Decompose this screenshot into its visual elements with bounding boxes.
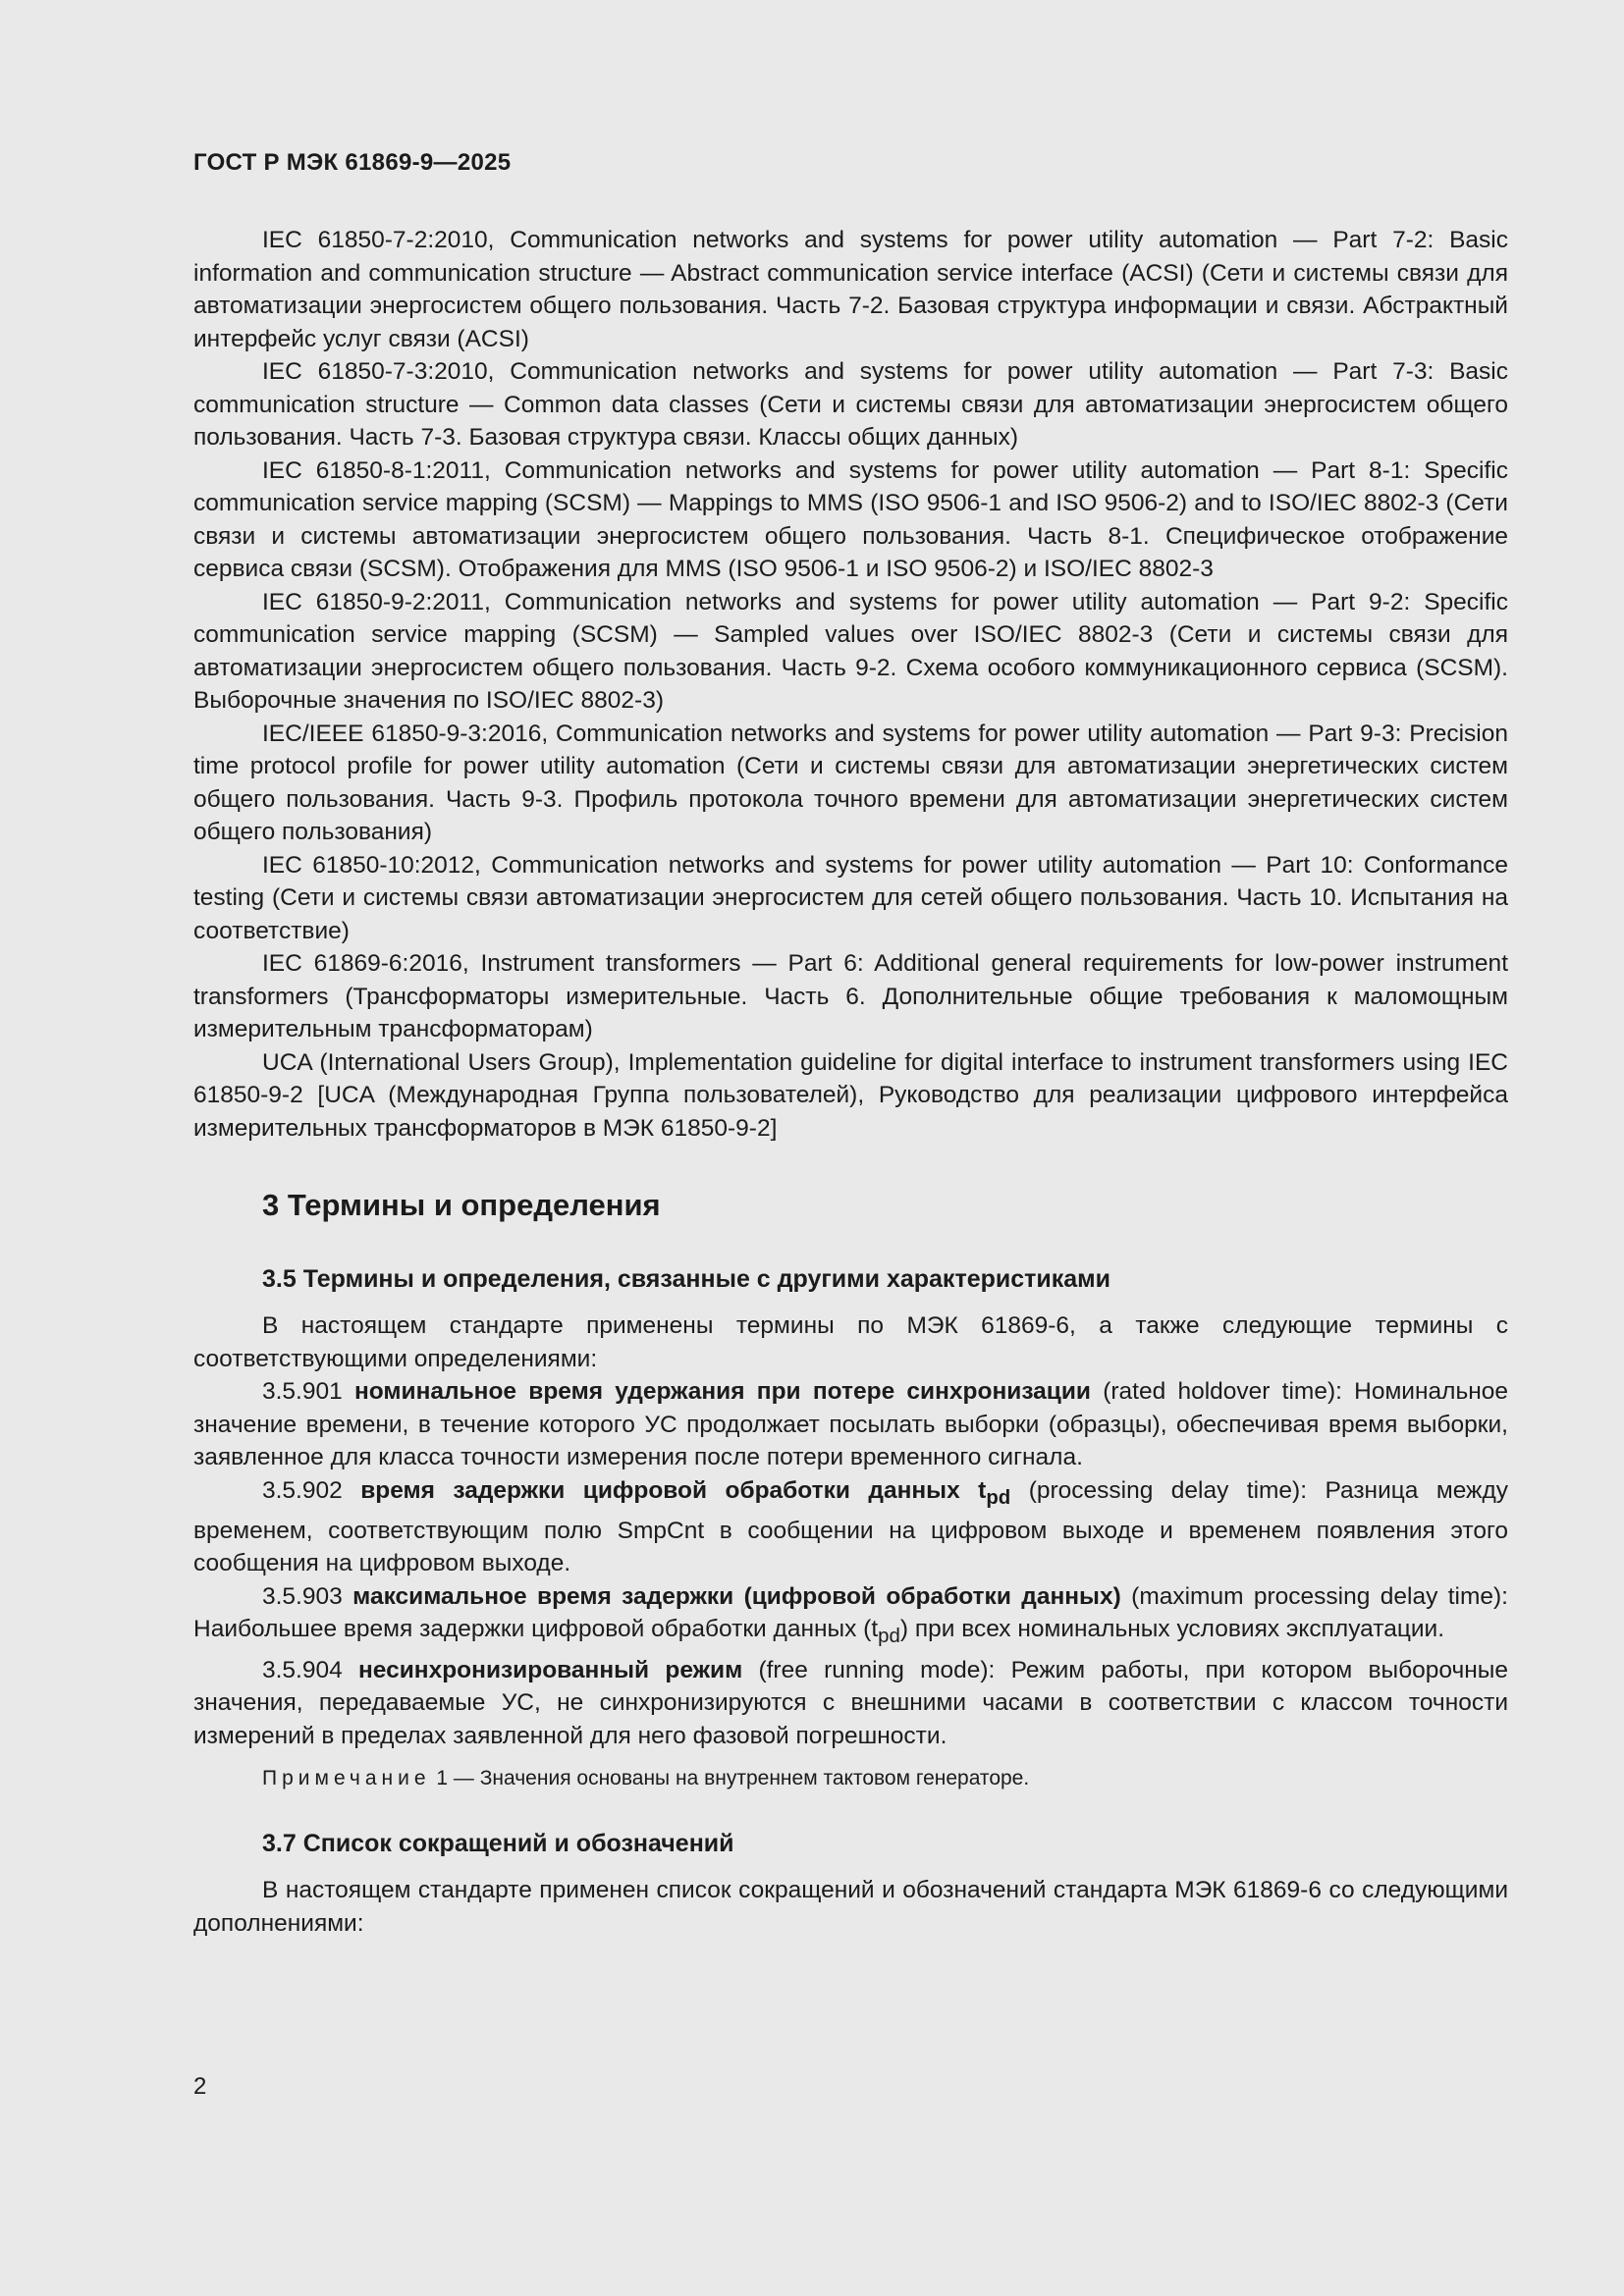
note <box>262 1764 1508 1793</box>
definition-term: максимальное время задержки (цифровой обработки данных) <box>352 1582 1121 1610</box>
subsection-title-3-7: 3.7 Список сокращений и обозначений <box>262 1830 734 1858</box>
definition-item <box>193 1654 1508 1753</box>
definition-term: номинальное время удержания при потере синхронизации <box>353 1378 1091 1405</box>
subscript: pd <box>878 1626 900 1648</box>
reference-item: UCA (International Users Group), Implementation guideline for digital interface to instrument transformers using IEC 61850-9-2 [UCA (Международная Группа пользователей), Руководство для реализации цифрового интерфейса измерительных трансформаторов в МЭК 61850-9-2] <box>193 1048 1508 1142</box>
note-label: Примечание <box>262 1767 431 1790</box>
section-title: 3 Термины и определения <box>262 1188 661 1222</box>
reference-item: IEC/IEEE 61850-9-3:2016, Communication networks and systems for power utility automation — Part 9-3: Precision time protocol profile for power utility automation (Сети и системы связи для автоматизации энергетических систем общего пользования. Часть 9-3. Профиль протокола точного времени для автоматизации энергетических систем общего пользования) <box>193 720 1508 845</box>
reference-item: IEC 61850-10:2012, Communication networks and systems for power utility automation — Part 10: Conformance testing (Сети и системы связи автоматизации энергосистем для сетей общего пользования. Часть 10. Испытания на соответствие) <box>193 851 1508 944</box>
reference-item: IEC 61850-8-1:2011, Communication networks and systems for power utility automation — Part 8-1: Specific communication service mapping (SCSM) — Mappings to MMS (ISO 9506-1 and ISO 9506-2) and to ISO/IEC 8802-3 (Сети связи и системы автоматизации энергосистем общего пользования. Часть 8-1. Специфическое отображение сервиса связи (SCSM). Отображения для MMS (ISO 9506-1 и ISO 9506-2) и ISO/IEC 8802-3 <box>193 456 1508 582</box>
reference-item: IEC 61850-9-2:2011, Communication networks and systems for power utility automation — Part 9-2: Specific communication service mapping (SCSM) — Sampled values over ISO/IEC 8802-3 (Сети и системы связи для автоматизации энергосистем общего пользования. Часть 9-2. Схема особого коммуникационного сервиса (SCSM). Выборочные значения по ISO/IEC 8802-3) <box>193 588 1508 714</box>
definition-number: 3.5.901 <box>262 1378 354 1405</box>
definition-number: 3.5.902 <box>262 1476 361 1504</box>
definition-term: несинхронизированный режим <box>358 1656 743 1683</box>
definition-number: 3.5.903 <box>262 1582 353 1610</box>
page-content <box>193 224 1508 1940</box>
definition-term <box>360 1476 1011 1509</box>
definitions-list <box>193 1309 1508 1752</box>
definition-item <box>193 1375 1508 1474</box>
page-number: 2 <box>193 2073 207 2100</box>
note-text: 1 — Значения основаны на внутреннем тактовом генераторе. <box>430 1767 1030 1790</box>
reference-item: IEC 61850-7-3:2010, Communication networks and systems for power utility automation — Part 7-3: Basic communication structure — Common data classes (Сети и системы связи для автоматизации энергосистем общего пользования. Часть 7-3. Базовая структура связи. Классы общих данных) <box>193 358 1508 451</box>
subscript: pd <box>986 1486 1011 1509</box>
definition-text: (rated holdover time): Номинальное значение времени, в течение которого УС продолжает посылать выборки (образцы), обеспечивая время выборки, заявленное для класса точности измерения после потери временного сигнала. <box>193 1378 1508 1470</box>
definitions-intro: В настоящем стандарте применены термины по МЭК 61869-6, а также следующие термины с соответствующими определениями: <box>193 1312 1508 1372</box>
abbreviations-intro <box>193 1874 1508 1940</box>
definition-text: ) при всех номинальных условиях эксплуатации. <box>899 1616 1445 1643</box>
reference-item: IEC 61850-7-2:2010, Communication networks and systems for power utility automation — Part 7-2: Basic information and communication structure — Abstract communication service interface (ACSI) (Сети и системы связи для автоматизации энергосистем общего пользования. Часть 7-2. Базовая структура информации и связи. Абстрактный интерфейс услуг связи (ACSI) <box>193 227 1508 352</box>
definition-item <box>193 1474 1508 1580</box>
definition-item <box>193 1580 1508 1654</box>
reference-item: IEC 61869-6:2016, Instrument transformers — Part 6: Additional general requirements for low-power instrument transformers (Трансформаторы измерительные. Часть 6. Дополнительные общие требования к маломощным измерительным трансформаторам) <box>193 950 1508 1042</box>
definition-text: (processing delay time): Разница между временем, соответствующим полю SmpCnt в сообщении на цифровом выходе и временем появления этого сообщения на цифровом выходе. <box>193 1476 1508 1577</box>
definition-term-text: время задержки цифровой обработки данных t <box>360 1476 987 1504</box>
document-header: ГОСТ Р МЭК 61869-9—2025 <box>193 149 512 176</box>
definition-text: (free running mode): Режим работы, при котором выборочные значения, передаваемые УС, не синхронизируются с внешними часами в соответствии с классом точности измерений в пределах заявленной для него фазовой погрешности. <box>193 1656 1508 1749</box>
normative-references-list <box>193 224 1508 1145</box>
abbreviations-text: В настоящем стандарте применен список сокращений и обозначений стандарта МЭК 61869-6 со следующими дополнениями: <box>193 1877 1508 1937</box>
definition-text: (maximum processing delay time): Наибольшее время задержки цифровой обработки данных (t <box>193 1582 1508 1643</box>
definition-number: 3.5.904 <box>262 1656 358 1683</box>
subsection-title-3-5: 3.5 Термины и определения, связанные с другими характеристиками <box>262 1265 1111 1293</box>
